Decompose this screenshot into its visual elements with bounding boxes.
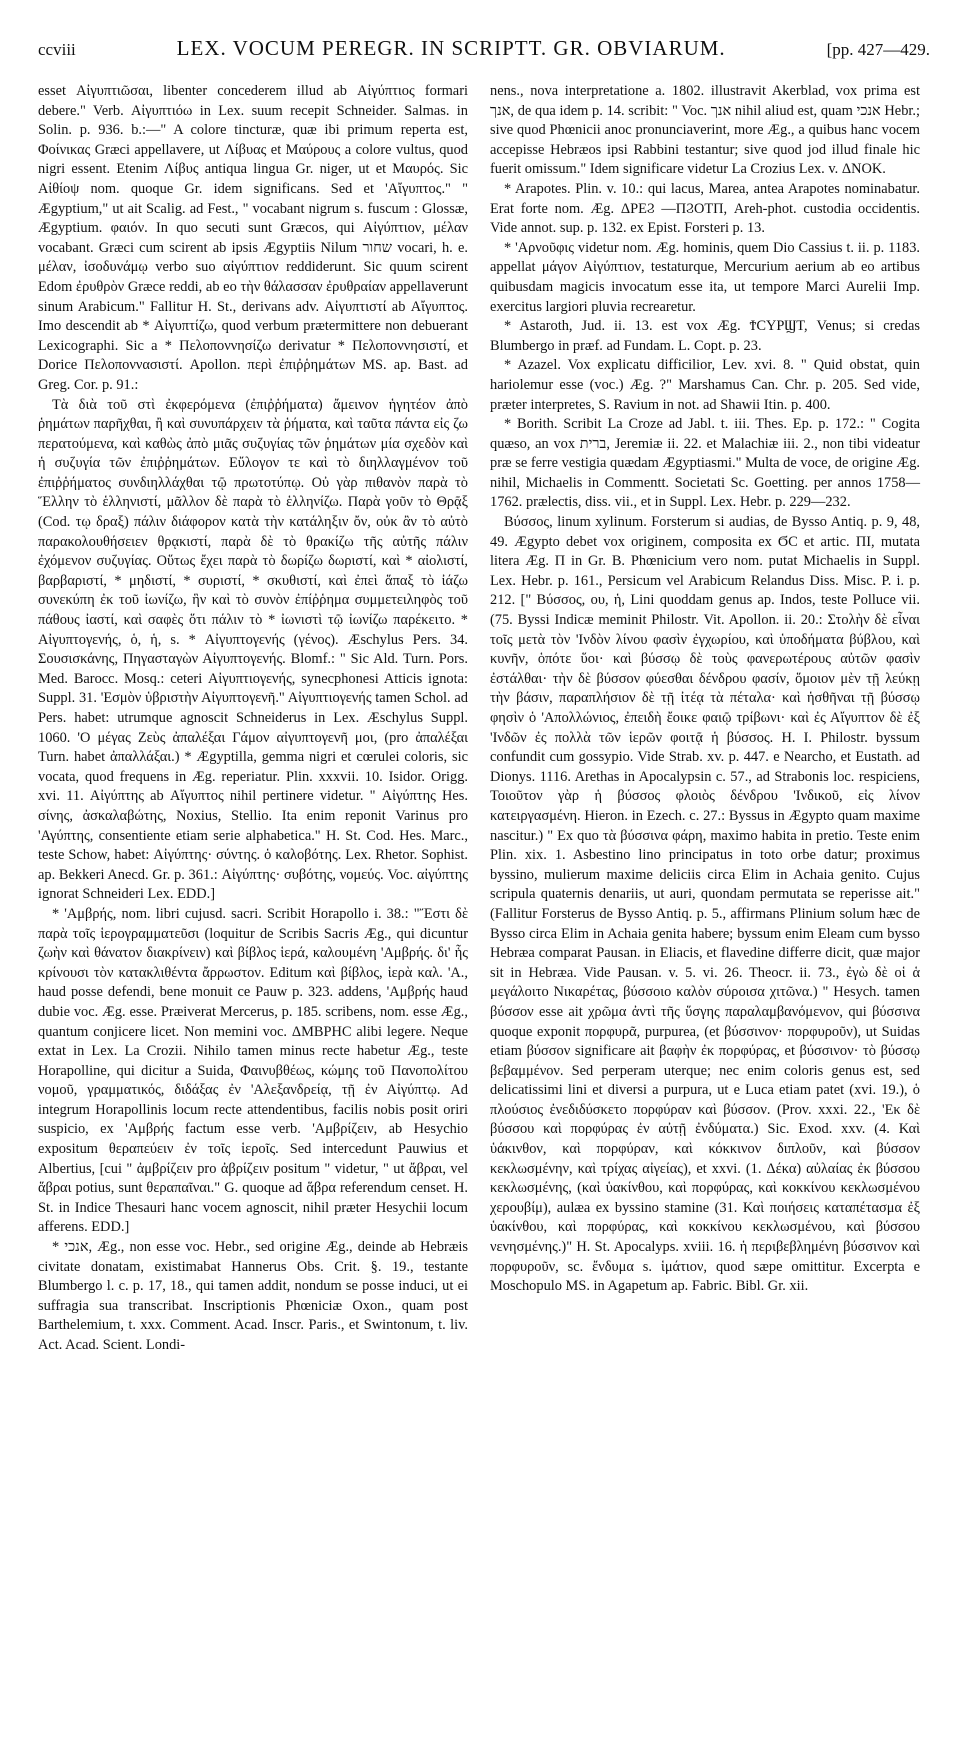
entry-paragraph: Βύσσος, linum xylinum. Forsterum si audias, de Bysso Antiq. p. 9, 48, 49. Ægypto debet vox originem, composita ex ϬϹ et artic. ΠΙ, mutata litera Æg. Π in Gr. Β. Phœnicium vero nom. putat Michaelis in Suppl. Lex. Hebr. p. 161., Persicum vel Arabicum Relandus Diss. Misc. P. i. p. 212. [" Βύσσος, ου, ἡ, Lini quoddam genus ap. Indos, teste Polluce vii. (75. Byssi Indicæ meminit Philostr. Vit. Apollon. ii. 20.: Στολὴν δὲ εἶναι τοῖς μετὰ τὸν 'Ινδὸν λίνου φασὶν ἐγχωρίου, καὶ ὑποδήματα βύβλου, καὶ κυνῆν, ὁπότε ὕοι· καὶ βύσσῳ δὲ τοὺς φανερωτέρους αὐτῶν φασὶν ἐστάλθαι· τὴν δὲ βύσσον φύεσθαι δένδρου φασίν, ὅμοιον μὲν τῇ λεύκῃ τὴν βάσιν, παραπλήσιον δὲ τῇ ἰτέᾳ τὰ πέταλα· καὶ ἡσθῆναι τῇ βύσσῳ φησὶν ὁ 'Απολλώνιος, ἐπειδὴ ἔοικε φαιῷ τρίβωνι· καὶ ἐς Αἴγυπτον δὲ ἐξ 'Ινδῶν ἐς πολλὰ τῶν ἱερῶν φοιτᾷ ἡ βύσσος. H. I. Philostr. byssum confundit cum gossypio. Vide Strab. xv. p. 447. e Nearcho, et Eustath. ad Dionys. 1116. Arethas in Apocalypsin c. 57., ad Strabonis loc. respiciens, Τοιοῦτον γὰρ ἡ βύσσος φλοιὸς δένδρου 'Ινδικοῦ, εἰς λίνον κατειργασμένη. Hieron. in Ezech. c. 27.: Byssus in Ægypto quam maxime nascitur.) " Ex quo τὰ βύσσινα φάρη, maximo habita in pretio. Teste enim Plin. xix. 1. Asbestino lino principatus in toto orbe datur; proximus byssino, mulierum maxime deliciis circa Elim in Achaia genito. Cujus scripula quaternis denariis, ut auri, quondam permutata se reperisse ait." (Fallitur Forsterus de Bysso Antiq. p. 5., affirmans Plinium solum hæc de Bysso circa Elim in Achaia genita habere; byssum enim Eleam cum bysso Hebræa comparat Pausan. in Eliacis, et flavedine differre dicit, quæ major sit in Hebræa. Vide Pausan. v. 5. vi. 26. Theocr. ii. 73., ἐγὼ δὲ οἱ ἁ μεγάλοιτο Νικαρέτας, βύσσοιο καλὸν σύροισα χιτῶνα.) " Hesych. tamen βύσσον esse ait χρῶμα ἀντὶ τῆς ὕσγης παραλαμβανόμενον, qui βύσσινα quoque exponit πορφυρᾶ, purpurea, (et βύσσινον· πορφυροῦν), ut Suidas etiam βύσσον significare ait βαφὴν ἐκ πορφύρας, et βύσσινον· τὸ βύσσῳ βεβαμμένον. Sed perperam uterque; nec enim coloris genus est, sed delicatissimi lini et diversi a purpura, ut e Luca etiam patet (xvi. 19.), ὁ πλούσιος ἐνεδιδύσκετο πορφύραν καὶ βύσσον. (Prov. xxxi. 22., 'Εκ δὲ βύσσου καὶ πορφύρας ἐν αὐτῇ ἐνδύματα.) Sic. Exod. xxv. (4. Καὶ ὑάκινθον, καὶ πορφύραν, καὶ κόκκινον διπλοῦν, καὶ βύσσον κεκλωσμένην, καὶ τρίχας αἰγείας), et xxvi. (1. Δέκα) αὐλαίας ἐκ βύσσου κεκλωσμένης, (καὶ ὑακίνθου, καὶ πορφύρας, καὶ κοκκίνου κεκλωσμένου χερουβίμ), aulæa ex byssino stamine (31. Καὶ ποιήσεις καταπέτασμα ἐξ ὑακίνθου, καὶ πορφύρας, καὶ κοκκίνου κεκλωσμένου, καὶ βύσσου νενησμένης.)" H. St. Apocalyps. xviii. 16. ἡ περιβεβλημένη βύσσινον καὶ πορφυροῦν, sc. ἔνδυμα s. ἱμάτιον, quod sæpe omittitur. Excerpta e Moschopulo MS. in Agapetum ap. Fabric. Bibl. Gr. xii. xyxy=(490,514,920,1295)
entry-paragraph: * Arapotes. Plin. v. 10.: qui lacus, Marea, antea Arapotes nominabatur. Erat forte nom. Æg. ΔΡΕϨ —ΠϨΟΤΠ, Areh-phot. custodia occidentis. Vide annot. sup. p. 132. ex Epist. Forsteri p. 13. xyxy=(490,180,920,237)
page-number: ccviii xyxy=(38,40,76,59)
left-column xyxy=(38,82,468,1356)
entry-paragraph: * Azazel. Vox explicatu difficilior, Lev. xvi. 8. " Quid obstat, quin hariolemur esse (voc.) Æg. ?" Marshamus Can. Chr. p. 205. Sed vide, præter interpretes, S. Ravium in not. ad Shawii Itin. p. 400. xyxy=(490,357,920,413)
entry-paragraph: esset Αἰγυπτιῶσαι, libenter concederem illud ab Αἰγύπτιος formari debere." Verb. Αἰγυπτιόω in Lex. suum recepit Schneider. Salmas. in Solin. p. 936. b.:—" A colore tincturæ, quæ ibi primum reperta est, Φοίνικας Græci appellavere, ut Λίβυας et Μαύρους a colore vultus, quod nigri essent. Etenim Λίβυς antiqua lingua Gr. niger, ut et Μαυρός. Sic Αἰθίοψ nom. quoque Gr. idem significans. Sed et 'Αἴγυπτος." " Ægyptium," ut ait Scalig. ad Fest., " vocabant nigrum s. fuscum : Glossæ, Ægyptium. φαιόν. In quo secuti sunt Græcos, qui Αἰγύπτιον, μέλαν vocabant. Græci cum scirent ab ipsis Ægyptiis Nilum שחור vocari, h. e. μέλαν, ἰσοδυνάμῳ verbo suo αἰγύπτιον reddiderunt. Sic quum scirent Edom ἐρυθρὸν Græce reddi, ab eo τὴν θάλασσαν ἐρυθραίαν appellaverunt sinum Arabicum." Fallitur H. St., derivans adv. Αἰγυπτιστί ab Αἴγυπτος. Imo descendit ab * Αἰγυπτίζω, quod verbum prætermittere non debuerant Lexicographi. Sic a * Πελοποννησίζω derivatur * Πελοποννησιστί, et Dorice Πελοποννασιστί. Apollon. περὶ ἐπιῤῥημάτων MS. ap. Bast. ad Greg. Cor. p. 91.: xyxy=(38,83,468,393)
entry-paragraph: Τὰ διὰ τοῦ στὶ ἐκφερόμενα (ἐπιῤῥήματα) ἄμεινον ἡγητέον ἀπὸ ῥημάτων παρῆχθαι, ἢ καὶ συνυπάρχειν τὰ ῥήματα, καὶ ταῦτα πάντα εἰς ζω περατούμενα, καὶ καθὼς ἀπὸ μιᾶς συζυγίας τῶν ῥημάτων μία σχεδὸν καὶ ἡ συζυγία τῶν ἐπιῤῥημάτων. Εὔλογον τε καὶ τὸ διηλλαγμένον τοῦ ἐπιῤῥήματος συνδιηλλάχθαι τῷ πρωτοτύπῳ. Οὐ γὰρ πιθανὸν παρὰ τὸ Ἕλλην τὸ ἑλληνιστί, μᾶλλον δὲ παρὰ τὸ ἑλληνίζω. Παρὰ γοῦν τὸ Θρᾷξ (Cod. τῳ δραξ) πάλιν διάφορον κατὰ τὴν κατάληξιν ὄν, οὐκ ἂν τὸ αὐτὸ παρακολουθήσειεν θρᾳκιστί, παρὰ δὲ τὸ θρακίζω τῆς αὐτῆς πάλιν ἐχόμενον συζυγίας. Οὕτως ἔχει παρὰ τὸ δωρίζω δωριστί, καὶ * αἰολιστί, βαρβαριστί, * μηδιστί, * συριστί, * σκυθιστί, καὶ ἐπεὶ ἅπαξ τὸ ἰάζω συνεκύπη ἐκ τοῦ ἰωνίζω, ἣν καὶ τὸ συνὸν ἐπίῤῥημα συμμετειληφὸς τοῦ πάθους ἰαστί, καὶ σαφὲς ὅτι πάλιν τὸ * ἰωνιστὶ τῷ ἰωνίζω παρέκειτο. * Αἰγυπτογενής, ὁ, ἡ, s. * Αἰγυπτογενής (γένος). Æschylus Pers. 34. Σουσισκάνης, Πηγασταγὼν Αἰγυπτογενής. Blomf.: " Sic Ald. Turn. Pors. Med. Barocc. Mosq.: ceteri Αἰγυπτιογενής, synecphonesi Atticis ignota: Suppl. 31. 'Εσμὸν ὑβριστὴν Αἰγυπτογενῆ." Αἰγυπτιογενής tamen Schol. ad Pers. habet: utrumque agnoscit Schneiderus in Lex. Æschylus Suppl. 1060. 'Ο μέγας Ζεὺς ἀπαλέξαι Γάμον αἰγυπτογενῆ μοι, (pro ἀπαλέξαι Turn. habet ἀπαλλάξαι.) * Ægyptilla, gemma nigri et cœrulei coloris, sic vocata, quod frequens in Æg. reperiatur. Plin. xxxvii. 10. Isidor. Origg. xvi. 11. Αἰγύπτης ab Αἴγυπτος nihil pertinere videtur. " Αἰγύπτης Hes. σίνης, ἀσκαλαβώτης, Noxius, Stellio. Ita enim reponit Varinus pro 'Αγύπτης, consentiente etiam serie alphabetica." H. St. Cod. Hes. Marc., teste Schow, habet: Αἰγύπτης· σύντης. ὁ καλοβότης. Lex. Rhetor. Sophist. ap. Bekkeri Anecd. Gr. p. 361.: Αἰγύπτης· συβότης, νομεύς. Voc. αἰγύπτης ignorat Schneideri Lex. EDD.] xyxy=(38,396,468,903)
running-header xyxy=(38,36,930,66)
page-range: [pp. 427—429. xyxy=(826,40,930,59)
entry-paragraph: * 'Αρνοῦφις videtur nom. Æg. hominis, quem Dio Cassius t. ii. p. 1183. appellat μάγον Αἰγύπτιον, testaturque, Mercurium aerium ab eo artibus quibusdam magicis invocatum esse ita, ut tempore Marci Aurelii Imp. exercitus largiori pluvia recrearetur. xyxy=(490,239,920,315)
entry-paragraph: * Borith. Scribit La Croze ad Jabl. t. iii. Thes. Ep. p. 172.: " Cogita quæso, an vox ברית, Jeremiæ ii. 22. et Malachiæ iii. 2., non tibi videatur præ se ferre vestigia quædam Ægyptiasmi." Multa de voce, de origine Æg. nihil, Michaelis in Commentt. Societati Sc. Goetting. per annos 1758—1762. prælectis, diss. vii., et in Suppl. Lex. Hebr. p. 229—232. xyxy=(490,416,920,511)
entry-paragraph: * אנכי, Æg., non esse voc. Hebr., sed origine Æg., deinde ab Hebræis civitate donatam, existimabat Hannerus Obs. Crit. §. 19., testante Blumbergo l. c. p. 17, 18., qui tamen addit, nondum se posse induci, ut ei suffragia sua transcribat. Inscriptionis Phœniciæ Oxon., quam post Barthelemium, t. xxx. Comment. Acad. Inscr. Paris., et Swintonum, t. liv. Act. Acad. Scient. Londi- xyxy=(38,1239,468,1353)
right-column xyxy=(490,82,920,1356)
entry-paragraph: * Astaroth, Jud. ii. 13. est vox Æg. ϮϹΥΡϢΤ, Venus; si credas Blumbergo in præf. ad Fundam. L. Copt. p. 23. xyxy=(490,318,920,354)
entry-paragraph: * 'Αμβρής, nom. libri cujusd. sacri. Scribit Horapollo i. 38.: "Ἔστι δὲ παρὰ τοῖς ἱερογραμματεῦσι (loquitur de Scribis Sacris Æg., qui dicuntur ζωὴν καὶ θάνατον διακρίνειν) καὶ βίβλος ἱερά, καλουμένη 'Αμβρής. δι' ἧς κρίνουσι τὸν κατακλιθέντα ἄρρωστον. Editum καὶ βίβλος, ἱερὰ καλ. 'Α., haud posse defendi, bene monuit ce Pauw p. 323. addens, 'Αμβρής haud dubie voc. Æg. esse. Præiverat Mercerus, p. 185. scribens, nom. esse Æg., quantum conjicere licet. Non memini voc. ΔΜΒΡΗϹ alibi legere. Neque extat in Lex. La Crozii. Nihilo tamen minus recte habetur Æg., teste Horapolline, qui dicitur a Suida, Φαινυβθέως, κώμης τοῦ Πανοπολίτου νομοῦ, γραμματικός, διδάξας ἐν 'Αλεξανδρείᾳ, τῇ ἐν Αἰγύπτῳ. Ad integrum Horapollinis locum recte attendentibus, facilis nobis posit oriri suspicio, ex 'Αμβρής factum esse verb. 'Αμβρίζειν, ab Hesychio expositum θεραπεύειν ἐν τοῖς ἱεροῖς. Sed intercedunt Pauwius et Albertius, [cui " ἀμβρίζειν pro ἀβρίζειν positum " videtur, " ut ἄβραι, vel ἅβραι potius, sunt θεραπαῖναι." G. quoque ad ἅβρα referendum censet. H. St. in Indice Thesauri hanc vocem agnoscit, nihil præter Hesychii locum afferens. EDD.] xyxy=(38,905,468,1236)
entry-paragraph: nens., nova interpretatione a. 1802. illustravit Akerblad, vox prima est אנך, de qua idem p. 14. scribit: " Voc. אנך nihil aliud est, quam אנכי Hebr.; sive quod Phœnicii anoc pronunciaverint, more Æg., a quibus hanc vocem accepisse Hebræos ipsi Rabbini testantur; sive quod jod illud finale hic fuerit omissum." Idem significare videtur La Crozius Lex. v. ΔΝΟΚ. xyxy=(490,83,920,178)
running-title: LEX. VOCUM PEREGR. IN SCRIPTT. GR. OBVIARUM. xyxy=(176,36,726,60)
text-columns xyxy=(38,82,930,1356)
